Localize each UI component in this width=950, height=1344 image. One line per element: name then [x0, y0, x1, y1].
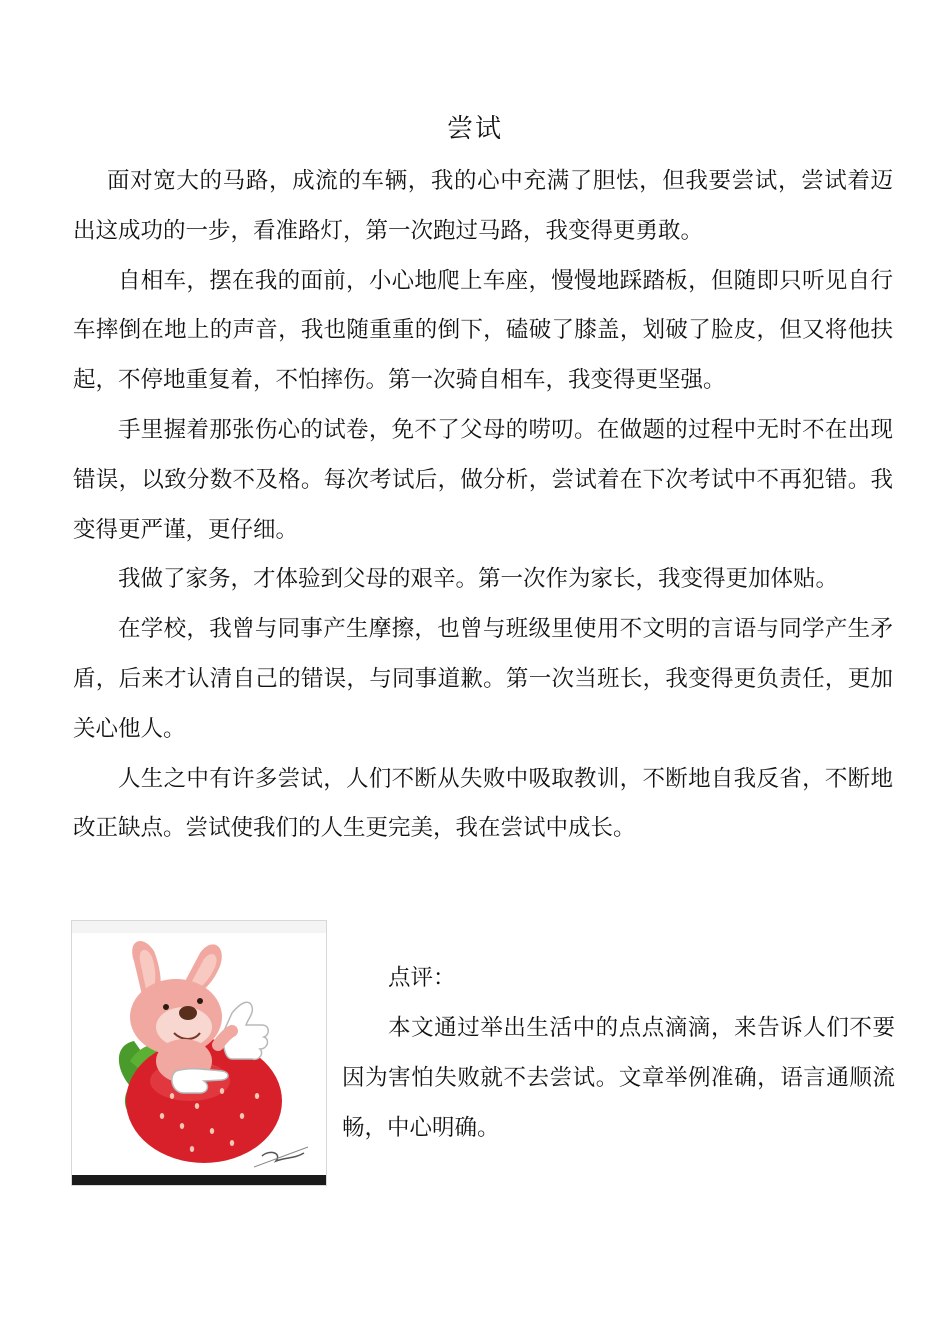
- bunny-on-strawberry-illustration: [71, 920, 327, 1186]
- essay-title: 尝试: [446, 114, 503, 144]
- review-label: 点评：: [388, 965, 456, 991]
- essay-paragraph: 在学校，我曾与同事产生摩擦，也曾与班级里使用不文明的言语与同学产生矛盾，后来才认清自己的错误，与同事道歉。第一次当班长，我变得更负责任，更加关心他人。: [73, 616, 893, 742]
- essay-paragraph: 手里握着那张伤心的试卷，免不了父母的唠叨。在做题的过程中无时不在出现错误，以致分数不及格。每次考试后，做分析，尝试着在下次考试中不再犯错。我变得更严谨，更仔细。: [73, 416, 893, 543]
- essay-body: [73, 157, 893, 854]
- essay-paragraph: 面对宽大的马路，成流的车辆，我的心中充满了胆怯，但我要尝试，尝试着迈出这成功的一步，看准路灯，第一次跑过马路，我变得更勇敢。: [73, 168, 893, 244]
- essay-paragraph: 人生之中有许多尝试，人们不断从失败中吸取教训，不断地自我反省，不断地改正缺点。尝试使我们的人生更完美，我在尝试中成长。: [73, 765, 893, 842]
- essay-paragraph: 我做了家务，才体验到父母的艰辛。第一次作为家长，我变得更加体贴。: [118, 566, 839, 593]
- review-text: 本文通过举出生活中的点点滴滴，来告诉人们不要因为害怕失败就不去尝试。文章举例准确，语言通顺流畅，中心明确。: [342, 1015, 895, 1141]
- review-section: [342, 953, 895, 1153]
- essay-paragraph: 自相车，摆在我的面前，小心地爬上车座，慢慢地踩踏板，但随即只听见自行车摔倒在地上的声音，我也随重重的倒下，磕破了膝盖，划破了脸皮，但又将他扶起，不停地重复着，不怕摔伤。第一次骑自相车，我变得更坚强。: [73, 267, 893, 394]
